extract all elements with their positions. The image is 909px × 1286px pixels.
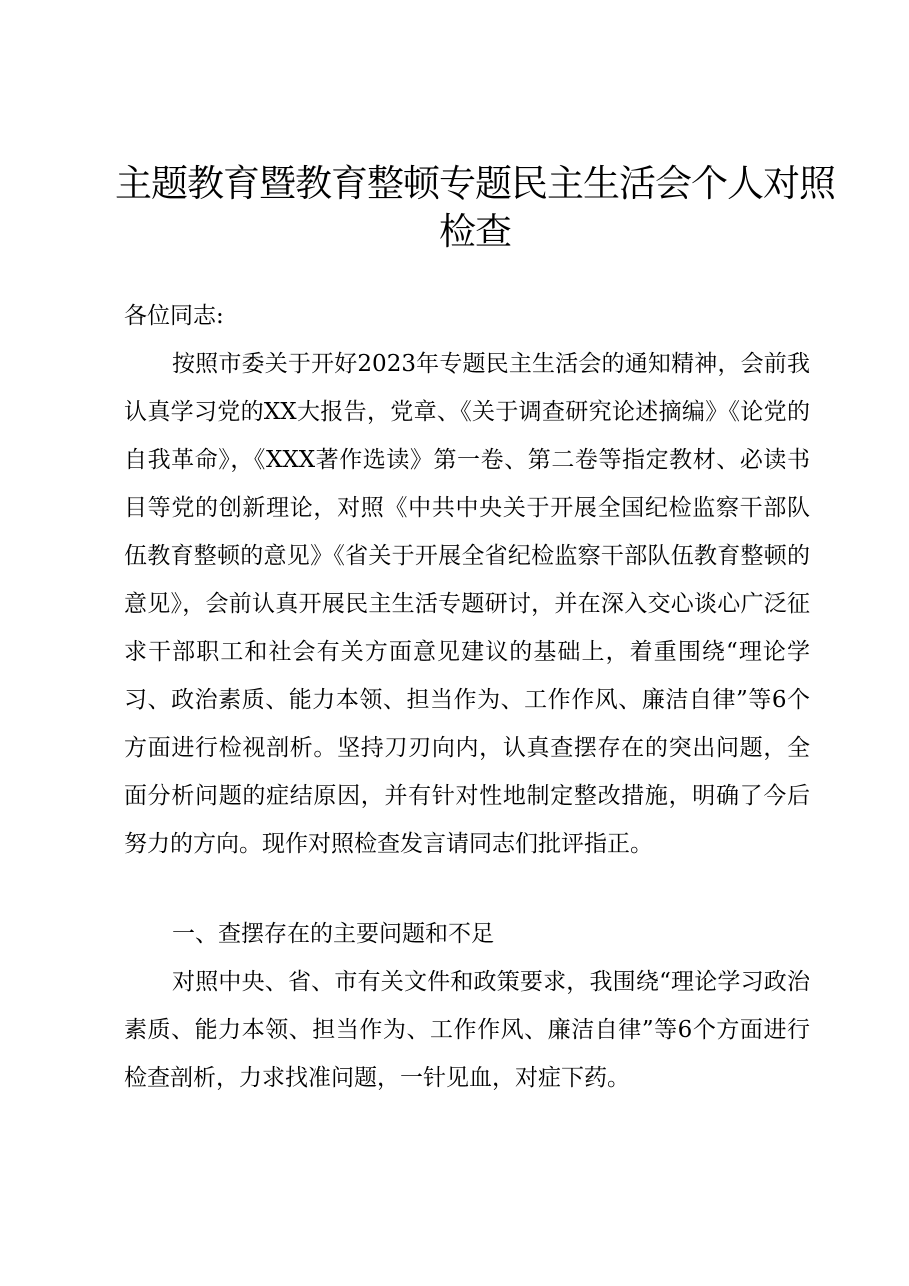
document-title: 主题教育暨教育整顿专题民主生活会个人对照检查 <box>115 162 835 253</box>
section-heading-1: 一、查摆存在的主要问题和不足 <box>172 921 494 947</box>
paragraph-intro: 按照市委关于开好2023年专题民主生活会的通知精神，会前我认真学习党的XX大报告，党章、《关于调查研究论述摘编》《论党的自我革命》，《XXX著作选读》第一卷、第二卷等指定教材、必读书目等党的创新理论，对照《中共中央关于开展全国纪检监察干部队伍教育整顿的意见》《省关于开展全省纪检监察干部队伍教育整顿的意见》，会前认真开展民主生活专题研讨，并在深入交心谈心广泛征求干部职工和社会有关方面意见建议的基础上，着重围绕“理论学习、政治素质、能力本领、担当作为、工作作风、廉洁自律”等6个方面进行检视剖析。坚持刀刃向内，认真查摆存在的突出问题，全面分析问题的症结原因，并有针对性地制定整改措施，明确了今后努力的方向。现作对照检查发言请同志们批评指正。 <box>124 351 810 857</box>
salutation: 各位同志: <box>124 303 224 329</box>
paragraph-section-1: 对照中央、省、市有关文件和政策要求，我围绕“理论学习政治素质、能力本领、担当作为、工作作风、廉洁自律”等6个方面进行检查剖析，力求找准问题，一针见血，对症下药。 <box>124 969 810 1091</box>
